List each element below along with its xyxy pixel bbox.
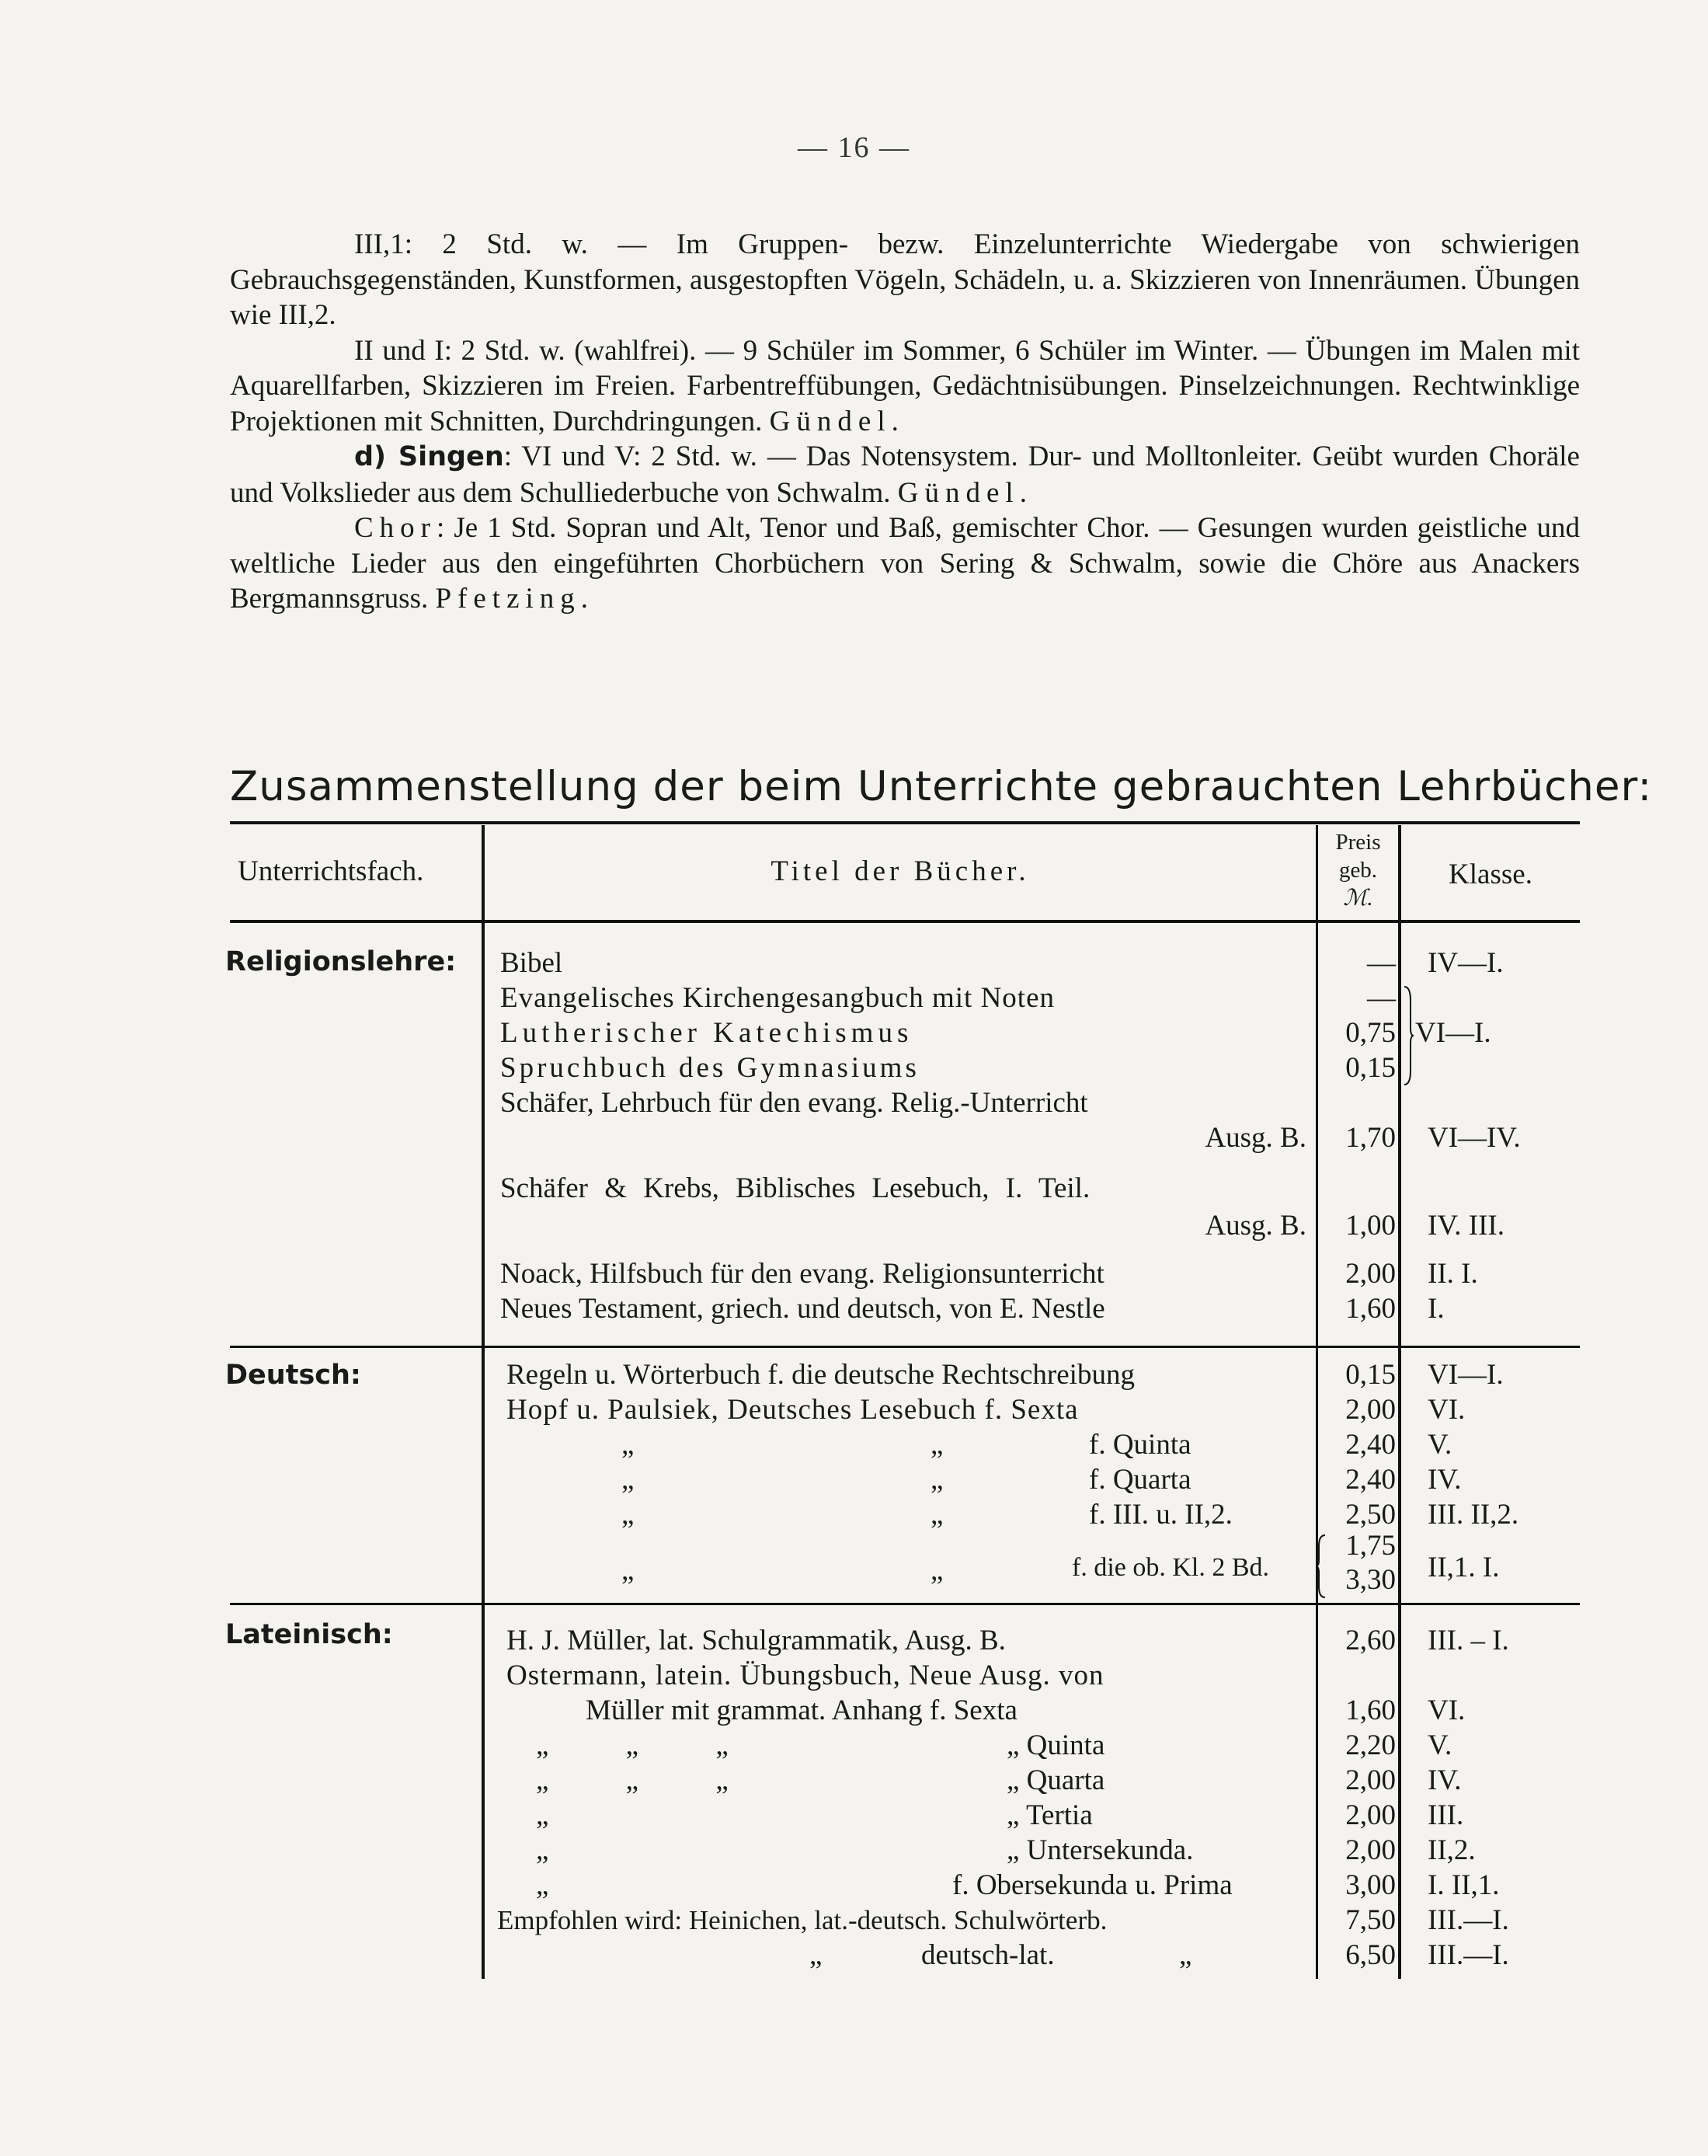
table-heading: Zusammenstellung der beim Unterrichte gebrauchten Lehrbücher:: [230, 763, 1653, 810]
book-class: V.: [1428, 1729, 1452, 1761]
book-class: IV. III.: [1428, 1210, 1505, 1242]
teacher-name: Pfetzing.: [435, 583, 595, 615]
book-title: „ Quinta: [1007, 1729, 1105, 1761]
book-class: II,1. I.: [1428, 1552, 1500, 1583]
book-title: Regeln u. Wörterbuch f. die deutsche Rechtschreibung: [506, 1359, 1135, 1391]
book-title: Schäfer & Krebs, Biblisches Lesebuch, I. Teil.: [500, 1172, 1091, 1204]
section-label-chor: Chor: [354, 512, 437, 544]
book-class: III.—I.: [1428, 1939, 1509, 1971]
book-class: I. II,1.: [1428, 1869, 1500, 1901]
ditto-mark: „ „ „: [536, 1729, 729, 1761]
book-class: VI—I.: [1428, 1359, 1504, 1391]
book-class: IV.: [1428, 1464, 1462, 1496]
book-title: „ Quarta: [1007, 1764, 1105, 1796]
ditto-mark: „: [1179, 1939, 1192, 1971]
header-price: Preis: [1335, 830, 1381, 855]
book-class: II,2.: [1428, 1834, 1476, 1866]
book-price: 2,40: [1345, 1429, 1396, 1461]
book-title: Neues Testament, griech. und deutsch, von E. Nestle: [500, 1293, 1105, 1325]
header-price: ℳ.: [1343, 886, 1373, 911]
subject-religion: Religionslehre:: [225, 946, 457, 977]
paragraph-text: : VI und V: 2 Std. w. — Das Notensystem. Dur- und Molltonleiter. Geübt wurden Choräle und Volkslieder aus dem Schulliederbuche von Schwalm.: [230, 441, 1580, 509]
book-class: VI—I.: [1415, 1017, 1491, 1049]
book-title: Spruchbuch des Gymnasiums: [500, 1052, 920, 1084]
book-class: IV—I.: [1428, 947, 1504, 979]
book-price: 2,20: [1345, 1729, 1396, 1761]
section-rule: [230, 1346, 1580, 1348]
book-price: 2,00: [1345, 1394, 1396, 1426]
book-class: III. – I.: [1428, 1625, 1509, 1656]
book-title: Ostermann, latein. Übungsbuch, Neue Ausg. von: [506, 1660, 1104, 1691]
book-title: „ Tertia: [1007, 1799, 1093, 1831]
book-class: IV.: [1428, 1764, 1462, 1796]
book-class: III. II,2.: [1428, 1499, 1519, 1531]
brace-icon: [1401, 985, 1415, 1086]
table-top-rule: [230, 821, 1580, 824]
paragraph-drawing-ii-i: [230, 333, 1580, 440]
book-title: f. Obersekunda u. Prima: [952, 1869, 1233, 1901]
book-price: 1,00: [1345, 1210, 1396, 1242]
book-title: H. J. Müller, lat. Schulgrammatik, Ausg. B.: [506, 1625, 1006, 1656]
ditto-mark: „: [621, 1499, 635, 1531]
book-title: Evangelisches Kirchengesangbuch mit Noten: [500, 982, 1055, 1014]
book-price: 0,15: [1345, 1359, 1396, 1391]
book-price: 2,00: [1345, 1799, 1396, 1831]
ditto-mark: „: [536, 1869, 549, 1901]
subject-deutsch: Deutsch:: [225, 1360, 361, 1391]
book-title: Müller mit grammat. Anhang f. Sexta: [586, 1694, 1017, 1726]
book-class: VI.: [1428, 1394, 1466, 1426]
book-price: 3,00: [1345, 1869, 1396, 1901]
book-price: 1,75: [1345, 1530, 1396, 1562]
header-subject: Unterrichtsfach.: [238, 855, 424, 887]
book-price: 2,60: [1345, 1625, 1396, 1656]
book-class: III.: [1428, 1799, 1464, 1831]
book-price: 1,60: [1345, 1694, 1396, 1726]
book-title: „ Untersekunda.: [1007, 1834, 1194, 1866]
book-price: 3,30: [1345, 1564, 1396, 1596]
ditto-mark: „: [931, 1464, 944, 1496]
book-title: Lutherischer Katechismus: [500, 1017, 913, 1049]
book-title: Bibel: [500, 947, 563, 979]
header-class: Klasse.: [1449, 859, 1532, 890]
book-title-cont: Ausg. B.: [1205, 1210, 1306, 1242]
ditto-mark: „: [621, 1429, 635, 1461]
ditto-mark: „: [931, 1499, 944, 1531]
ditto-mark: „: [536, 1799, 549, 1831]
book-price: —: [1367, 982, 1396, 1014]
book-class: III.—I.: [1428, 1904, 1509, 1936]
ditto-mark: „: [536, 1834, 549, 1866]
book-title: f. Quarta: [1089, 1464, 1191, 1496]
paragraph-singing: [230, 439, 1580, 510]
ditto-mark: „: [621, 1464, 635, 1496]
book-title: f. die ob. Kl. 2 Bd.: [1072, 1553, 1270, 1582]
book-price: 0,75: [1345, 1017, 1396, 1049]
book-price: 1,70: [1345, 1122, 1396, 1154]
book-price: 6,50: [1345, 1939, 1396, 1971]
book-title-cont: Ausg. B.: [1205, 1122, 1306, 1154]
ditto-mark: „: [809, 1939, 823, 1971]
teacher-name: Gündel.: [897, 476, 1033, 509]
paragraph-chor: [230, 510, 1580, 617]
book-price: 2,00: [1345, 1258, 1396, 1290]
book-title: deutsch-lat.: [921, 1939, 1055, 1971]
paragraph-text: : Je 1 Std. Sopran und Alt, Tenor und Baß, gemischter Chor. — Gesungen wurden geistliche und weltliche Lieder aus den eingeführten Chorbüchern von Sering & Schwalm, sowie die Chöre aus Anackers Bergmannsgruss.: [230, 512, 1580, 615]
book-price: 2,50: [1345, 1499, 1396, 1531]
table-header-rule: [230, 920, 1580, 923]
section-label-singen: d) Singen: [354, 441, 504, 472]
paragraph-drawing-iii1: III,1: 2 Std. w. — Im Gruppen- bezw. Einzelunterrichte Wiedergabe von schwierigen Gebrauchsgegenständen, Kunstformen, ausgestopften Vögeln, Schädeln, u. a. Skizzieren von Innenräumen. Übungen wie III,2.: [230, 228, 1580, 331]
book-class: VI—IV.: [1428, 1122, 1521, 1154]
book-class: VI.: [1428, 1694, 1466, 1726]
teacher-name: Gündel.: [769, 405, 905, 437]
ditto-mark: „: [931, 1429, 944, 1461]
book-price: 0,15: [1345, 1052, 1396, 1084]
book-price: 7,50: [1345, 1904, 1396, 1936]
book-price: 2,00: [1345, 1764, 1396, 1796]
book-class: II. I.: [1428, 1258, 1478, 1290]
book-title: Hopf u. Paulsiek, Deutsches Lesebuch f. Sexta: [506, 1394, 1079, 1426]
page-number: — 16 —: [798, 131, 910, 164]
book-title: f. Quinta: [1089, 1429, 1191, 1461]
ditto-mark: „: [931, 1555, 944, 1587]
ditto-mark: „: [621, 1555, 635, 1587]
paragraph-text: II und I: 2 Std. w. (wahlfrei). — 9 Schüler im Sommer, 6 Schüler im Winter. — Übungen im Malen mit Aquarellfarben, Skizzieren im Freien. Farbentreffübungen, Gedächtnisübungen. Pinselzeichnungen. Rechtwinklige Projektionen mit Schnitten, Durchdringungen.: [230, 334, 1580, 437]
brace-icon: [1314, 1534, 1328, 1599]
header-price: geb.: [1338, 858, 1378, 883]
book-price: 2,40: [1345, 1464, 1396, 1496]
book-price: —: [1367, 947, 1396, 979]
book-title: Noack, Hilfsbuch für den evang. Religionsunterricht: [500, 1258, 1104, 1290]
prose-block: [230, 227, 1580, 617]
book-title: Empfohlen wird: Heinichen, lat.-deutsch. Schulwörterb.: [497, 1905, 1108, 1935]
book-title: Schäfer, Lehrbuch für den evang. Relig.-Unterricht: [500, 1087, 1088, 1119]
ditto-mark: „ „ „: [536, 1764, 729, 1796]
book-class: I.: [1428, 1293, 1445, 1325]
book-price: 1,60: [1345, 1293, 1396, 1325]
column-rule: [482, 825, 485, 1979]
book-price: 2,00: [1345, 1834, 1396, 1866]
book-class: V.: [1428, 1429, 1452, 1461]
section-rule: [230, 1603, 1580, 1605]
book-title: f. III. u. II,2.: [1089, 1499, 1233, 1531]
subject-latein: Lateinisch:: [225, 1619, 393, 1650]
header-title: Titel der Bücher.: [771, 855, 1030, 887]
